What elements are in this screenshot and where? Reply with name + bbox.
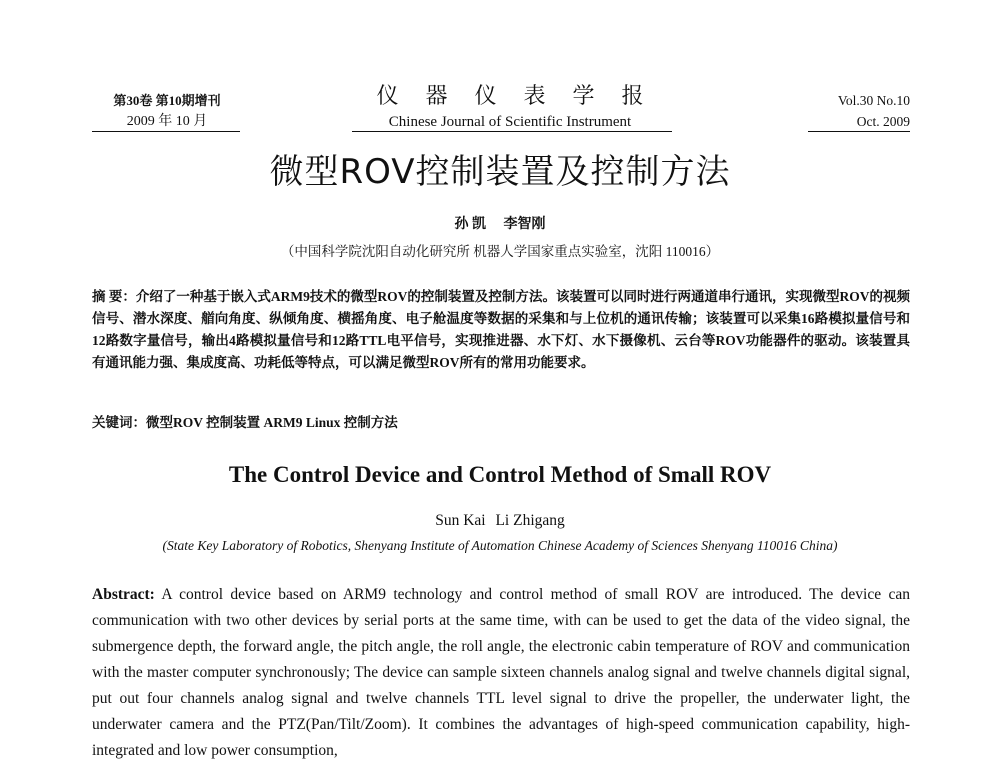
publication-date-en: Oct. 2009 [856,114,910,129]
abstract-label-cn: 摘 要： [92,289,136,304]
author-name-en: Sun Kai [435,512,486,529]
author-list-cn [0,215,1000,235]
running-header-left [92,90,242,132]
keywords-cn [92,412,910,434]
header-rule-left [92,131,240,132]
keywords-label-cn: 关键词： [92,415,146,430]
abstract-en [92,582,910,764]
affiliation-cn: （中国科学院沈阳自动化研究所 机器人学国家重点实验室，沈阳 110016） [280,244,720,259]
paper-title-en: The Control Device and Control Method of Small ROV [228,462,772,487]
keywords-text-cn: 微型ROV 控制装置 ARM9 Linux 控制方法 [146,415,398,430]
author-name-cn: 孙 凯 [454,217,486,232]
abstract-text-cn: 介绍了一种基于嵌入式ARM9技术的微型ROV的控制装置及控制方法。该装置可以同时进行两通道串行通讯，实现微型ROV的视频信号、潜水深度、艏向角度、纵倾角度、横摇角度、电子舱温度等数据的采集和与上位机的通讯传输；该装置可以采集16路模拟量信号和12路数字量信号，输出4路模拟量信号和12路TTL电平信号，实现推进器、水下灯、水下摄像机、云台等ROV功能器件的驱动。该装置具有通讯能力强、集成度高、功耗低等特点，可以满足微型ROV所有的常用功能要求。 [92,289,910,370]
author-list-en [0,511,1000,531]
author-name-en: Li Zhigang [495,512,565,529]
header-rule-center [352,131,672,132]
running-header-right [780,90,910,132]
volume-issue-cn: 第30卷 第10期增刊 [113,93,221,108]
header-rule-right [808,131,910,132]
volume-issue-en: Vol.30 No.10 [837,93,910,108]
abstract-text-en: A control device based on ARM9 technology and control method of small ROV are introduced. The device can communication with two other devices by serial ports at the same time, with can be used to get the data of the video signal, the submergence depth, the forward angle, the pitch angle, the roll angle, the electronic cabin temperature of ROV and communication with the master computer synchronously; The device can sample sixteen channels analog signal and twelve channels digital signal, put out four channels analog signal and twelve channels TTL level signal to drive the propeller, the underwater light, the underwater camera and the PTZ(Pan/Tilt/Zoom). It combines the advantages of high-speed communication capability, high-integrated and low power consumption, [92,586,910,759]
paper-title-cn: 微型ROV控制装置及控制方法 [269,152,731,192]
abstract-cn [92,286,910,374]
abstract-label-en: Abstract: [92,586,155,603]
publication-date-cn: 2009 年 10 月 [126,114,208,129]
journal-name-en: Chinese Journal of Scientific Instrument [388,114,632,130]
running-header-center [330,82,690,132]
author-name-cn: 李智刚 [503,217,546,232]
journal-name-cn: 仪器仪表学报 [376,84,671,109]
affiliation-en: (State Key Laboratory of Robotics, Shenyang Institute of Automation Chinese Academy of Sciences Shenyang 110016 China) [162,538,838,553]
